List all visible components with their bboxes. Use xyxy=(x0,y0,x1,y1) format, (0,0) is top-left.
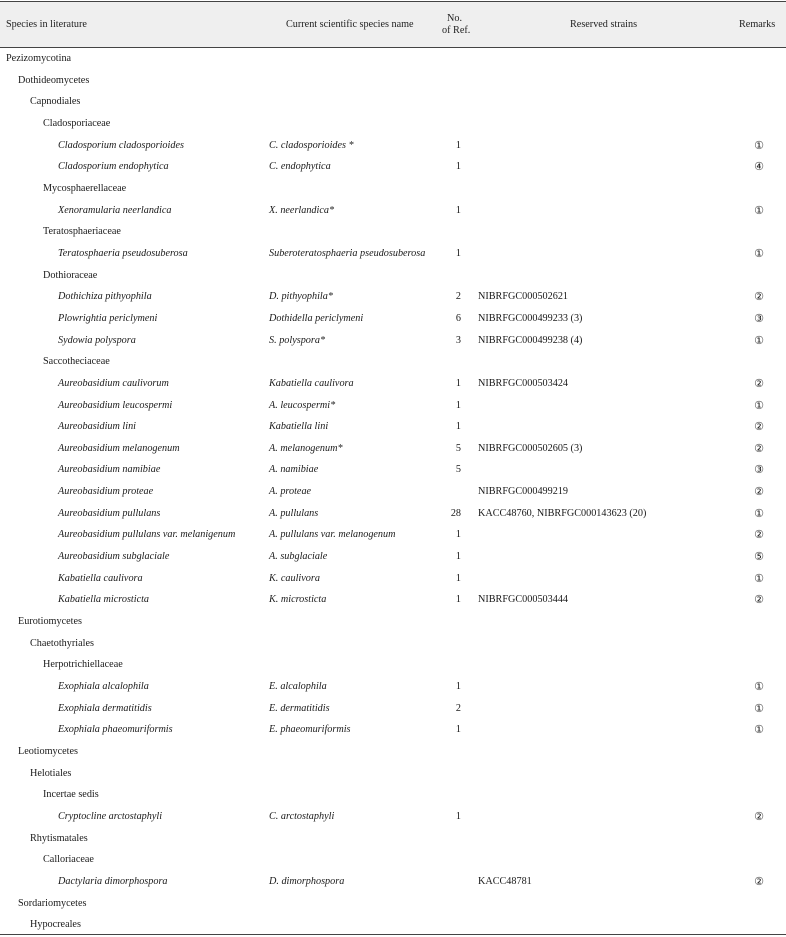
header-no-ref-line2: of Ref. xyxy=(442,25,471,36)
table-body xyxy=(0,48,786,936)
remark-symbol: ① xyxy=(754,139,764,152)
reserved-strains: NIBRFGC000502621 xyxy=(478,291,569,303)
remark-symbol: ② xyxy=(754,486,764,499)
remark-symbol: ② xyxy=(754,377,764,390)
remark-symbol: ② xyxy=(754,875,764,888)
taxon-row xyxy=(0,893,786,915)
taxon-name: Helotiales xyxy=(30,767,72,779)
number-of-references: 5 xyxy=(455,442,461,454)
current-species-name: A. pullulans xyxy=(269,507,319,519)
current-species-name: K. microsticta xyxy=(269,594,327,606)
current-species-name: K. caulivora xyxy=(269,572,320,584)
taxon-name: Capnodiales xyxy=(30,96,81,108)
species-row xyxy=(0,135,786,157)
taxon-name: Saccotheciaceae xyxy=(43,356,110,368)
species-row xyxy=(0,395,786,417)
number-of-references: 1 xyxy=(455,421,461,433)
remark-symbol: ② xyxy=(754,594,764,607)
species-in-literature: Dactylaria dimorphospora xyxy=(58,875,168,887)
taxon-row xyxy=(0,91,786,113)
current-species-name: A. subglaciale xyxy=(269,551,328,563)
number-of-references: 1 xyxy=(455,529,461,541)
remark-symbol: ① xyxy=(754,681,764,694)
taxon-name: Chaetothyriales xyxy=(30,637,94,649)
species-row xyxy=(0,243,786,265)
species-row xyxy=(0,438,786,460)
species-row xyxy=(0,546,786,568)
current-species-name: A. melanogenum* xyxy=(269,442,343,454)
taxon-name: Mycosphaerellaceae xyxy=(43,182,127,194)
species-in-literature: Xenoramularia neerlandica xyxy=(58,204,172,216)
reserved-strains: KACC48760, NIBRFGC000143623 (20) xyxy=(478,507,647,519)
taxon-name: Pezizomycotina xyxy=(6,53,72,64)
number-of-references: 1 xyxy=(455,681,461,693)
current-species-name: Suberoteratosphaeria pseudosuberosa xyxy=(269,247,426,259)
taxon-name: Incertae sedis xyxy=(43,789,99,801)
taxon-row xyxy=(0,654,786,676)
table-header xyxy=(0,1,786,48)
current-species-name: A. pullulans var. melanogenum xyxy=(269,529,396,541)
taxon-name: Leotiomycetes xyxy=(18,746,78,757)
current-species-name: A. leucospermi* xyxy=(269,399,336,411)
taxon-row xyxy=(0,70,786,92)
species-in-literature: Aureobasidium proteae xyxy=(58,486,154,498)
species-row xyxy=(0,698,786,720)
species-in-literature: Cryptocline arctostaphyli xyxy=(58,810,163,822)
remark-symbol: ① xyxy=(754,247,764,260)
number-of-references: 2 xyxy=(455,291,461,303)
remark-symbol: ① xyxy=(754,724,764,737)
species-row xyxy=(0,286,786,308)
species-in-literature: Aureobasidium pullulans xyxy=(58,507,161,519)
reserved-strains: KACC48781 xyxy=(478,875,532,887)
species-in-literature: Aureobasidium subglaciale xyxy=(58,551,170,563)
species-row xyxy=(0,806,786,828)
remark-symbol: ① xyxy=(754,702,764,715)
remark-symbol: ① xyxy=(754,204,764,217)
species-in-literature: Aureobasidium melanogenum xyxy=(58,442,180,454)
taxon-name: Eurotiomycetes xyxy=(18,616,82,628)
remark-symbol: ① xyxy=(754,572,764,585)
taxon-row xyxy=(0,48,786,70)
number-of-references: 1 xyxy=(455,572,461,584)
header-remarks: Remarks xyxy=(739,19,776,30)
number-of-references: 3 xyxy=(455,334,461,346)
taxon-row xyxy=(0,265,786,287)
species-in-literature: Dothichiza pithyophila xyxy=(58,291,152,303)
bottom-rule xyxy=(0,934,786,935)
taxon-row xyxy=(0,351,786,373)
number-of-references: 1 xyxy=(455,551,461,563)
current-species-name: E. alcalophila xyxy=(269,681,327,693)
number-of-references: 2 xyxy=(455,702,461,714)
number-of-references: 1 xyxy=(455,139,461,151)
current-species-name: S. polyspora* xyxy=(269,334,326,346)
current-species-name: X. neerlandica* xyxy=(269,204,335,216)
species-in-literature: Exophiala alcalophila xyxy=(58,681,149,693)
reserved-strains: NIBRFGC000499238 (4) xyxy=(478,334,583,346)
species-in-literature: Exophiala phaeomuriformis xyxy=(58,724,173,736)
species-row xyxy=(0,871,786,893)
remark-symbol: ② xyxy=(754,421,764,434)
species-row xyxy=(0,503,786,525)
number-of-references: 1 xyxy=(455,724,461,736)
species-in-literature: Cladosporium cladosporioides xyxy=(58,139,184,151)
species-row xyxy=(0,589,786,611)
current-species-name: C. cladosporioides * xyxy=(269,139,354,151)
taxon-name: Cladosporiaceae xyxy=(43,117,111,129)
number-of-references: 1 xyxy=(455,161,461,173)
species-in-literature: Exophiala dermatitidis xyxy=(58,702,152,714)
header-reserved-strains: Reserved strains xyxy=(570,19,638,30)
taxon-name: Rhytismatales xyxy=(30,832,88,844)
number-of-references: 1 xyxy=(455,204,461,216)
species-row xyxy=(0,200,786,222)
remark-symbol: ④ xyxy=(754,161,764,174)
taxon-name: Dothideomycetes xyxy=(18,74,90,86)
taxon-row xyxy=(0,849,786,871)
remark-symbol: ② xyxy=(754,810,764,823)
remark-symbol: ⑤ xyxy=(754,551,764,564)
header-no-ref-line1: No. xyxy=(447,13,462,24)
species-in-literature: Teratosphaeria pseudosuberosa xyxy=(58,247,188,259)
species-in-literature: Aureobasidium lini xyxy=(58,421,137,433)
species-row xyxy=(0,481,786,503)
taxon-row xyxy=(0,611,786,633)
reserved-strains: NIBRFGC000499233 (3) xyxy=(478,312,583,324)
taxon-row xyxy=(0,763,786,785)
reserved-strains: NIBRFGC000503424 xyxy=(478,377,569,389)
current-species-name: C. endophytica xyxy=(269,161,331,173)
taxon-row xyxy=(0,741,786,763)
number-of-references: 1 xyxy=(455,247,461,259)
species-in-literature: Kabatiella microsticta xyxy=(58,594,150,606)
number-of-references: 1 xyxy=(455,810,461,822)
header-current-name: Current scientific species name xyxy=(286,19,414,30)
remark-symbol: ② xyxy=(754,291,764,304)
remark-symbol: ① xyxy=(754,399,764,412)
species-in-literature: Cladosporium endophytica xyxy=(58,161,169,173)
taxon-row xyxy=(0,633,786,655)
species-in-literature: Kabatiella caulivora xyxy=(58,572,143,584)
taxon-row xyxy=(0,784,786,806)
current-species-name: E. phaeomuriformis xyxy=(269,724,351,736)
number-of-references: 5 xyxy=(455,464,461,476)
current-species-name: A. namibiae xyxy=(269,464,319,476)
header-species-literature: Species in literature xyxy=(6,19,87,30)
current-species-name: Dothidella periclymeni xyxy=(269,312,364,324)
taxon-name: Hypocreales xyxy=(30,919,81,931)
remark-symbol: ③ xyxy=(754,312,764,325)
reserved-strains: NIBRFGC000499219 xyxy=(478,486,569,498)
species-in-literature: Aureobasidium leucospermi xyxy=(58,399,173,411)
taxon-row xyxy=(0,828,786,850)
current-species-name: Kabatiella caulivora xyxy=(269,377,354,389)
species-in-literature: Plowrightia periclymeni xyxy=(58,312,158,324)
remark-symbol: ② xyxy=(754,529,764,542)
species-row xyxy=(0,330,786,352)
number-of-references: 6 xyxy=(455,312,461,324)
remark-symbol: ③ xyxy=(754,464,764,477)
taxon-name: Dothioraceae xyxy=(43,269,98,281)
remark-symbol: ② xyxy=(754,442,764,455)
species-row xyxy=(0,156,786,178)
species-row xyxy=(0,719,786,741)
taxon-row xyxy=(0,113,786,135)
reserved-strains: NIBRFGC000502605 (3) xyxy=(478,442,583,454)
current-species-name: D. dimorphospora xyxy=(269,875,345,887)
remark-symbol: ① xyxy=(754,334,764,347)
current-species-name: E. dermatitidis xyxy=(269,702,330,714)
taxon-row xyxy=(0,221,786,243)
current-species-name: Kabatiella lini xyxy=(269,421,329,433)
current-species-name: C. arctostaphyli xyxy=(269,810,335,822)
taxon-name: Sordariomycetes xyxy=(18,897,87,909)
number-of-references: 1 xyxy=(455,377,461,389)
current-species-name: D. pithyophila* xyxy=(269,291,333,303)
taxon-row xyxy=(0,178,786,200)
reserved-strains: NIBRFGC000503444 xyxy=(478,594,569,606)
taxon-name: Herpotrichiellaceae xyxy=(43,659,123,671)
species-in-literature: Sydowia polyspora xyxy=(58,334,136,346)
number-of-references: 1 xyxy=(455,594,461,606)
current-species-name: A. proteae xyxy=(269,486,312,498)
taxon-name: Calloriaceae xyxy=(43,854,94,866)
species-row xyxy=(0,373,786,395)
species-in-literature: Aureobasidium caulivorum xyxy=(58,377,169,389)
number-of-references: 28 xyxy=(450,507,461,519)
species-in-literature: Aureobasidium pullulans var. melanigenum xyxy=(58,529,236,541)
number-of-references: 1 xyxy=(455,399,461,411)
species-row xyxy=(0,308,786,330)
species-row xyxy=(0,459,786,481)
species-row xyxy=(0,676,786,698)
taxon-row xyxy=(0,914,786,936)
species-row xyxy=(0,416,786,438)
species-in-literature: Aureobasidium namibiae xyxy=(58,464,161,476)
species-row xyxy=(0,524,786,546)
remark-symbol: ① xyxy=(754,507,764,520)
taxon-name: Teratosphaeriaceae xyxy=(43,226,121,238)
species-row xyxy=(0,568,786,590)
